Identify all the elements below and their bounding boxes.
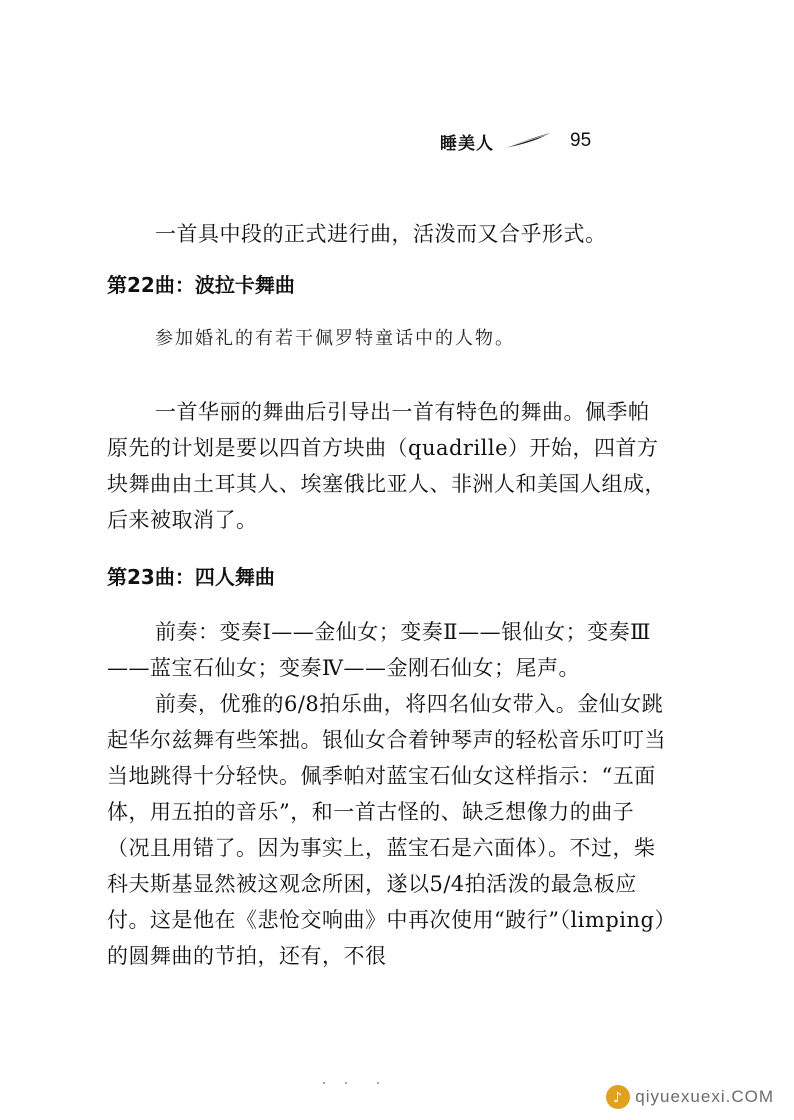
watermark bbox=[605, 1084, 774, 1110]
section-heading-23: 第23曲：四人舞曲 bbox=[107, 565, 275, 589]
paragraph-1: 一首具中段的正式进行曲，活泼而又合乎形式。 bbox=[155, 222, 607, 246]
feather-icon bbox=[502, 132, 552, 150]
site-logo-icon bbox=[605, 1084, 631, 1110]
paragraph-4: 前奏，优雅的6/8拍乐曲，将四名仙女带入。金仙女跳起华尔兹舞有些笨拙。银仙女合着钟琴声的轻松音乐叮叮当当地跳得十分轻快。佩季帕对蓝宝石仙女这样指示：“五面体，用五拍的音乐”，和一首古怪的、缺乏想像力的曲子（况且用错了。因为事实上，蓝宝石是六面体）。不过，柴科夫斯基显然被这观念所困，遂以5/4拍活泼的最急板应付。这是他在《悲怆交响曲》中再次使用“跛行”（limping）的圆舞曲的节拍，还有，不很 bbox=[107, 692, 666, 968]
watermark-text: qiyuexuexi.COM bbox=[635, 1087, 774, 1106]
paragraph-3: 前奏：变奏Ⅰ——金仙女；变奏Ⅱ——银仙女；变奏Ⅲ——蓝宝石仙女；变奏Ⅳ——金刚石仙女；尾声。 bbox=[107, 620, 651, 680]
section-heading-22: 第22曲：波拉卡舞曲 bbox=[107, 273, 295, 297]
header-title: 睡美人 bbox=[440, 133, 494, 154]
section-note-22: 参加婚礼的有若干佩罗特童话中的人物。 bbox=[155, 328, 515, 349]
scan-dots bbox=[320, 1080, 400, 1086]
paragraph-2: 一首华丽的舞曲后引导出一首有特色的舞曲。佩季帕原先的计划是要以四首方块曲（quadrille）开始，四首方块舞曲由土耳其人、埃塞俄比亚人、非洲人和美国人组成，后来被取消了。 bbox=[107, 400, 666, 532]
page-number: 95 bbox=[570, 130, 592, 151]
svg-text:♪: ♪ bbox=[613, 1090, 624, 1106]
running-header bbox=[440, 126, 660, 156]
